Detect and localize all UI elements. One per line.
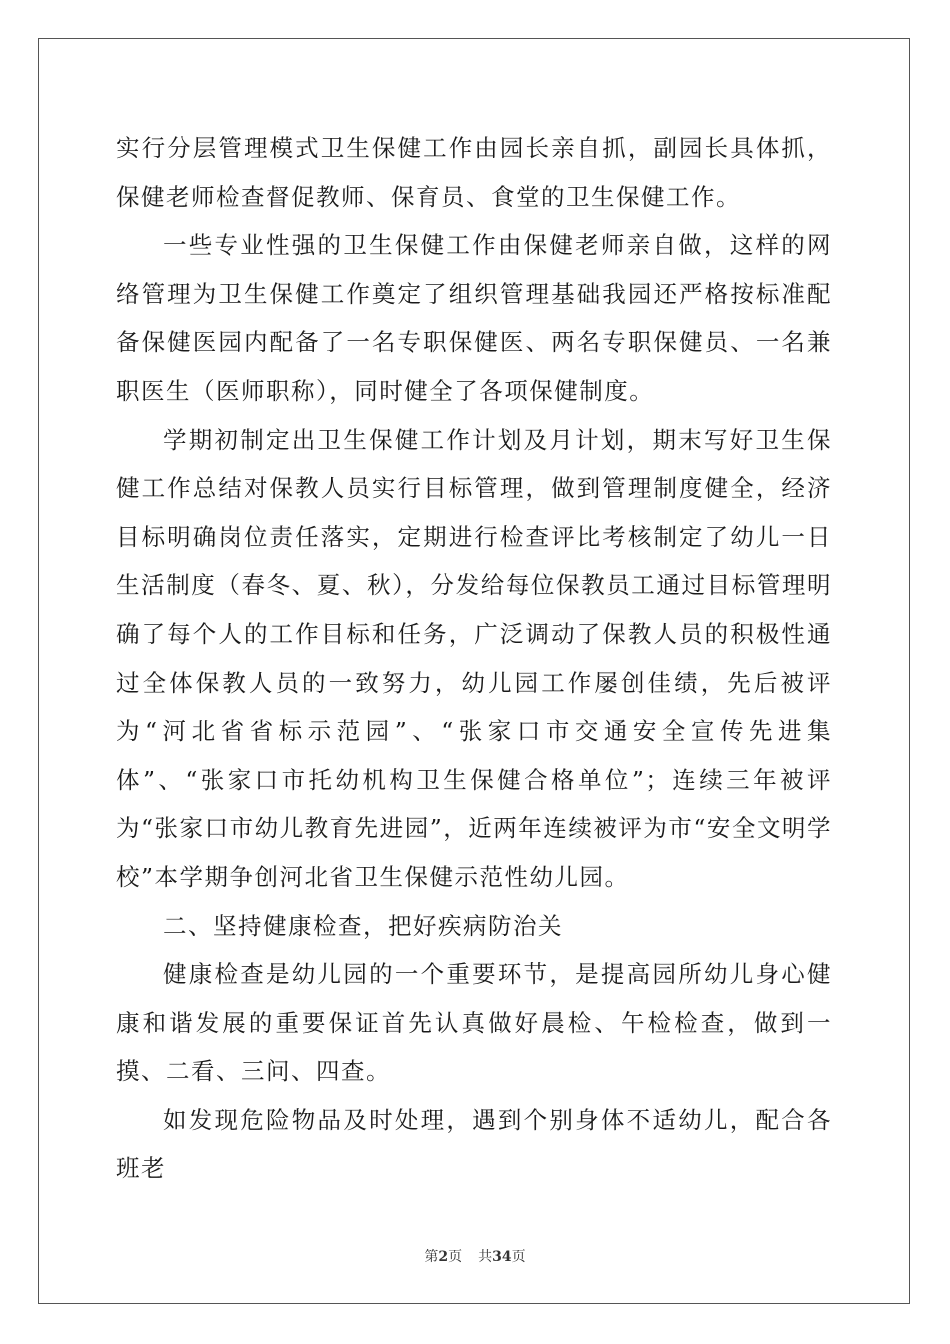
- page-number: 2: [438, 1249, 449, 1265]
- total-suffix: 页: [511, 1249, 526, 1265]
- page-suffix: 页: [448, 1249, 463, 1265]
- paragraph: 学期初制定出卫生保健工作计划及月计划，期末写好卫生保健工作总结对保教人员实行目标管理，做到管理制度健全，经济目标明确岗位责任落实，定期进行检查评比考核制定了幼儿一日生活制度（春冬、夏、秋），分发给每位保教员工通过目标管理明确了每个人的工作目标和任务，广泛调动了保教人员的积极性通过全体保教人员的一致努力，幼儿园工作屡创佳绩，先后被评为“河北省省标示范园”、“张家口市交通安全宣传先进集体”、“张家口市托幼机构卫生保健合格单位”；连续三年被评为“张家口市幼儿教育先进园”，近两年连续被评为市“安全文明学校”本学期争创河北省卫生保健示范性幼儿园。: [116, 425, 832, 891]
- total-prefix: 共: [478, 1249, 493, 1265]
- page-label: [424, 1246, 462, 1266]
- paragraph: 如发现危险物品及时处理，遇到个别身体不适幼儿，配合各班老: [116, 1105, 832, 1183]
- section-heading: 二、坚持健康检查，把好疾病防治关: [163, 911, 563, 940]
- total-pages: 34: [492, 1249, 512, 1265]
- paragraph: 健康检查是幼儿园的一个重要环节，是提高园所幼儿身心健康和谐发展的重要保证首先认真做好晨检、午检检查，做到一摸、二看、三问、四查。: [116, 960, 832, 1086]
- document-body: [116, 124, 832, 1193]
- paragraph: 一些专业性强的卫生保健工作由保健老师亲自做，这样的网络管理为卫生保健工作奠定了组织管理基础我园还严格按标准配备保健医园内配备了一名专职保健医、两名专职保健员、一名兼职医生（医师职称），同时健全了各项保健制度。: [116, 231, 832, 405]
- paragraph: 实行分层管理模式卫生保健工作由园长亲自抓，副园长具体抓，保健老师检查督促教师、保育员、食堂的卫生保健工作。: [116, 134, 832, 211]
- page-prefix: 第: [424, 1249, 439, 1265]
- total-pages-label: [478, 1246, 525, 1266]
- page-footer: [0, 1246, 950, 1266]
